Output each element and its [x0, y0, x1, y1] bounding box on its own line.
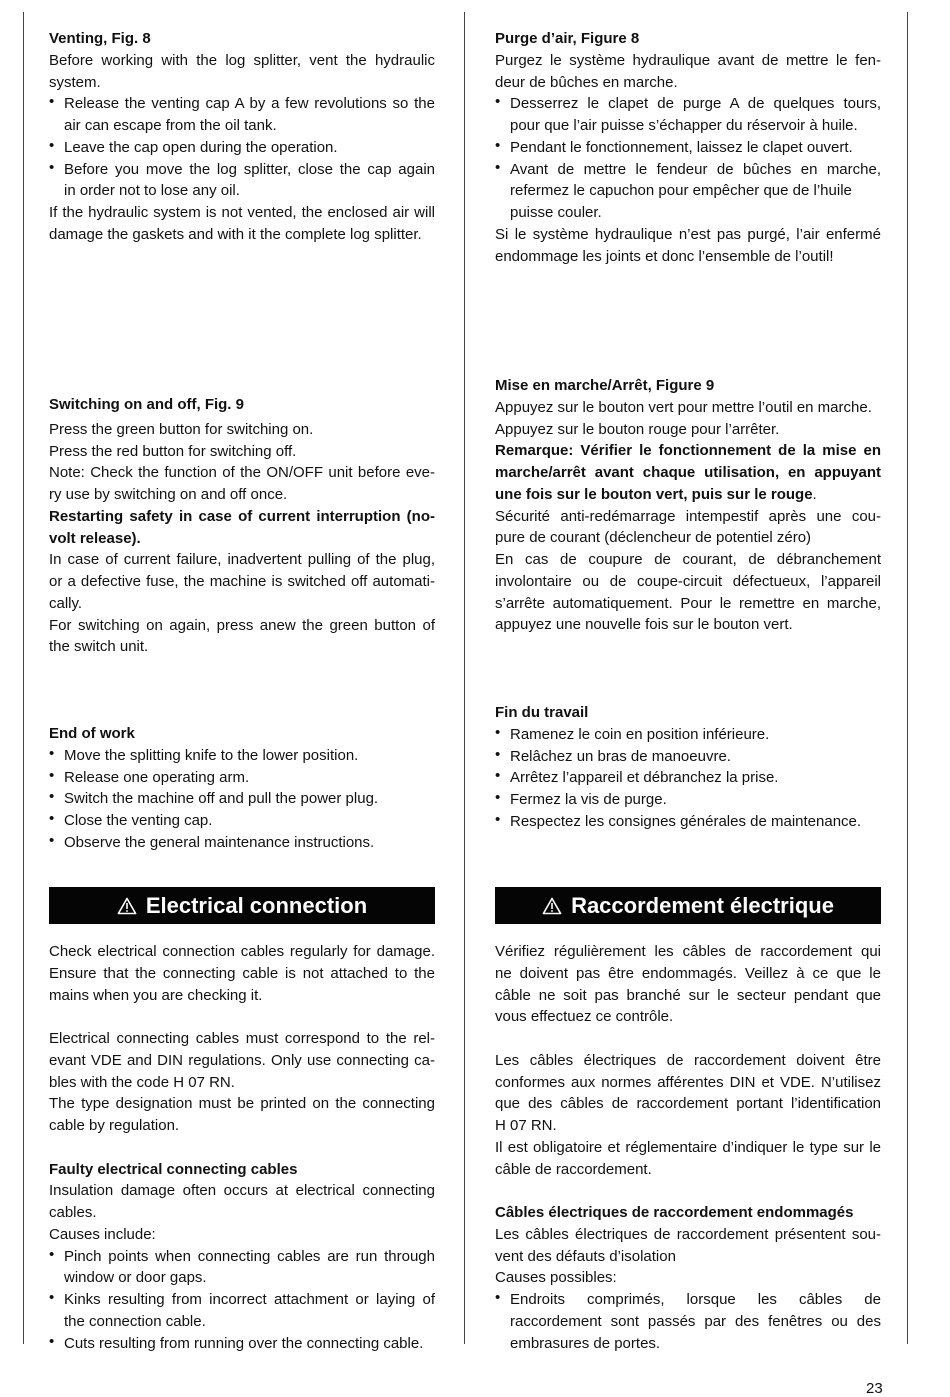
text-line: Vérifiez régulièrement les câbles de raccordement qui — [495, 943, 881, 960]
text-line: Leave the cap open during the operation. — [64, 138, 338, 156]
text-line: or a defective fuse, the machine is switched off automati- — [49, 573, 435, 590]
banner-title: Raccordement électrique — [571, 892, 834, 918]
text-line: For switching on again, press anew the green button of — [49, 616, 435, 634]
text-line: Press the green button for switching on. — [49, 420, 314, 438]
list-item — [49, 1333, 435, 1355]
end-of-work-section — [49, 723, 435, 854]
left-margin-rule — [23, 12, 24, 1344]
bullet-icon: • — [495, 136, 501, 154]
text-line: evant VDE and DIN regulations. Only use connecting ca- — [49, 1051, 435, 1069]
end-of-work-section — [495, 702, 881, 833]
text-line: Causes include: — [49, 1225, 156, 1243]
text-line: bles with the code H 07 RN. — [49, 1073, 235, 1091]
text-line: In case of current failure, inadvertent pulling of the plug, — [49, 551, 435, 569]
section-heading: Venting, Fig. 8 — [49, 30, 151, 47]
text-line: If the hydraulic system is not vented, the enclosed air will — [49, 204, 435, 221]
text-line: puisse couler. — [510, 204, 602, 221]
text-line: s’arrête automatiquement. Pour le remettre en marche, — [495, 594, 881, 612]
text-line: Cuts resulting from running over the connecting cable. — [64, 1334, 424, 1352]
page-number: 23 — [866, 1380, 883, 1397]
text-line: vent des défauts d’isolation — [495, 1247, 676, 1265]
text-line: H 07 RN. — [495, 1117, 557, 1134]
list-item — [49, 810, 435, 832]
text-line: Il est obligatoire et réglementaire d’indiquer le type sur le — [495, 1138, 881, 1156]
text-line: air can escape from the oil tank. — [64, 117, 277, 134]
list-item — [495, 746, 881, 768]
center-column-rule — [464, 12, 465, 1344]
bullet-icon: • — [49, 744, 55, 762]
bullet-icon: • — [49, 158, 55, 176]
blank-line — [49, 1137, 435, 1159]
text-line: Relâchez un bras de manoeuvre. — [510, 747, 731, 765]
blank-line — [495, 1180, 881, 1202]
bullet-icon: • — [49, 93, 55, 111]
text-line: Les câbles électriques de raccordement présentent sou- — [495, 1225, 881, 1243]
text-line: Release one operating arm. — [64, 768, 250, 786]
text-line: Switch the machine off and pull the power plug. — [64, 790, 379, 808]
list-item — [495, 767, 881, 789]
text-line: Fermez la vis de purge. — [510, 791, 667, 808]
bullet-icon: • — [49, 1245, 55, 1263]
text-line: the connection cable. — [64, 1312, 206, 1330]
subheading: Câbles électriques de raccordement endommagés — [495, 1204, 854, 1221]
list-item — [495, 789, 881, 811]
bullet-icon: • — [495, 93, 501, 111]
bullet-icon: • — [49, 788, 55, 806]
electrical-connection-text — [49, 941, 435, 1354]
text-line: Electrical connecting cables must correspond to the rel- — [49, 1030, 435, 1047]
text-line: Si le système hydraulique n’est pas purgé, l’air enfermé — [495, 225, 881, 243]
text-line: cables. — [49, 1204, 97, 1221]
text-line: Desserrez le clapet de purge A de quelques tours, — [510, 95, 881, 113]
subheading: Restarting safety in case of current interruption (no- — [49, 507, 435, 525]
bullet-icon: • — [49, 766, 55, 784]
bullet-icon: • — [495, 789, 501, 806]
text-line: Press the red button for switching off. — [49, 442, 297, 460]
section-heading: Fin du travail — [495, 704, 589, 721]
subheading: Faulty electrical connecting cables — [49, 1160, 298, 1178]
text-line: Pinch points when connecting cables are run through — [64, 1247, 435, 1265]
text-line: Avant de mettre le fendeur de bûches en marche, — [510, 160, 881, 178]
bullet-icon: • — [49, 1332, 55, 1350]
text-line: vous effectuez ce contrôle. — [495, 1008, 674, 1026]
text-line: Kinks resulting from incorrect attachment or laying of — [64, 1291, 435, 1308]
text-line: Release the venting cap A by a few revolutions so the — [64, 95, 435, 113]
text-line: pour que l’air puisse s’échapper du réservoir à huile. — [510, 117, 858, 134]
text-line: Pendant le fonctionnement, laissez le clapet ouvert. — [510, 138, 853, 156]
bullet-icon: • — [49, 136, 55, 154]
bullet-icon: • — [49, 810, 55, 827]
list-item — [495, 137, 881, 159]
right-margin-rule — [907, 12, 908, 1344]
text-line: Ensure that the connecting cable is not attached to the — [49, 964, 435, 982]
text-line: cable by regulation. — [49, 1117, 180, 1134]
text-line: Les câbles électriques de raccordement doivent être — [495, 1051, 881, 1069]
list-item — [49, 1246, 435, 1290]
text-line: que des câbles de raccordement portant l’identification — [495, 1095, 881, 1113]
electrical-connection-banner — [49, 887, 435, 924]
warning-triangle-icon — [117, 897, 137, 915]
remark-line: marche/arrêt avant chaque utilisation, en appuyant — [495, 464, 881, 481]
text-line: Appuyez sur le bouton vert pour mettre l’outil en marche. — [495, 398, 872, 416]
remark-line: Remarque: Vérifier le fonctionnement de la mise en — [495, 442, 881, 460]
bullet-icon: • — [495, 767, 501, 785]
list-item — [49, 159, 435, 203]
list-item — [495, 159, 881, 224]
text-line: Check electrical connection cables regularly for damage. — [49, 943, 435, 960]
section-heading: Mise en marche/Arrêt, Figure 9 — [495, 377, 715, 394]
list-item — [49, 93, 435, 137]
section-heading: Switching on and off, Fig. 9 — [49, 396, 244, 413]
switching-section — [495, 375, 881, 636]
list-item — [49, 788, 435, 810]
text-line: câble ne soit pas branché sur le secteur pendant que — [495, 986, 881, 1004]
text-line: Move the splitting knife to the lower position. — [64, 746, 359, 764]
bullet-icon: • — [495, 745, 501, 763]
text-line: cally. — [49, 594, 83, 612]
list-item — [49, 832, 435, 854]
list-item — [495, 93, 881, 137]
text-line: deur de bûches en marche. — [495, 73, 678, 91]
text-line: the switch unit. — [49, 638, 149, 656]
text-line: Appuyez sur le bouton rouge pour l’arrêter. — [495, 420, 780, 438]
text-line: conformes aux normes afférentes DIN et VDE. N’utilisez — [495, 1073, 881, 1091]
text-line: in order not to lose any oil. — [64, 182, 240, 200]
text-line: endommage les joints et donc l’ensemble de l’outil! — [495, 247, 834, 265]
section-heading: Purge d’air, Figure 8 — [495, 30, 640, 47]
warning-triangle-icon — [542, 897, 562, 915]
blank-line — [49, 1006, 435, 1028]
remark-period: . — [812, 485, 817, 503]
text-line: Sécurité anti-redémarrage intempestif après une cou- — [495, 507, 881, 525]
text-line: The type designation must be printed on the connecting — [49, 1095, 435, 1113]
text-line: Endroits comprimés, lorsque les câbles de — [510, 1291, 881, 1308]
bullet-icon: • — [495, 158, 501, 176]
text-line: Before working with the log splitter, vent the hydraulic — [49, 51, 435, 69]
remark-bold-text: une fois sur le bouton vert, puis sur le rouge — [495, 485, 813, 503]
text-line: Note: Check the function of the ON/OFF unit before eve- — [49, 464, 435, 482]
bullet-icon: • — [49, 1289, 55, 1306]
remark-line — [495, 484, 881, 506]
text-line: Insulation damage often occurs at electrical connecting — [49, 1182, 435, 1200]
text-line: refermez le capuchon pour empêcher que de l’huile — [510, 182, 852, 200]
bullet-icon: • — [495, 1289, 501, 1306]
text-line: involontaire ou de coupe-circuit défectueux, l’appareil — [495, 572, 881, 590]
bullet-icon: • — [495, 723, 501, 741]
bullet-icon: • — [495, 810, 501, 828]
text-line: appuyez une nouvelle fois sur le bouton vert. — [495, 616, 793, 634]
text-line: embrasures de portes. — [510, 1334, 661, 1352]
list-item — [495, 1289, 881, 1354]
text-line: Causes possibles: — [495, 1269, 617, 1287]
text-line: Respectez les consignes générales de maintenance. — [510, 812, 862, 830]
text-line: Close the venting cap. — [64, 812, 213, 829]
electrical-connection-banner — [495, 887, 881, 924]
text-line: pure de courant (déclencheur de potentiel zéro) — [495, 529, 812, 547]
list-item — [495, 724, 881, 746]
list-item — [49, 137, 435, 159]
text-line: ry use by switching on and off once. — [49, 486, 288, 503]
list-item — [49, 745, 435, 767]
text-line: Purgez le système hydraulique avant de mettre le fen- — [495, 51, 881, 69]
bullet-icon: • — [49, 831, 55, 849]
list-item — [495, 811, 881, 833]
text-line: window or door gaps. — [64, 1269, 207, 1287]
text-line: câble de raccordement. — [495, 1160, 652, 1178]
banner-title: Electrical connection — [145, 892, 368, 918]
text-line: Ramenez le coin en position inférieure. — [510, 725, 770, 743]
text-line: Before you move the log splitter, close the cap again — [64, 160, 435, 178]
electrical-connection-text — [495, 941, 881, 1354]
text-line: raccordement sont passés par des fenêtres ou des — [510, 1312, 881, 1330]
venting-section — [495, 28, 881, 267]
text-line: mains when you are checking it. — [49, 986, 263, 1004]
text-line: system. — [49, 73, 101, 91]
text-line: Observe the general maintenance instructions. — [64, 833, 375, 851]
section-heading: End of work — [49, 725, 135, 742]
list-item — [49, 767, 435, 789]
text-line: Arrêtez l’appareil et débranchez la prise. — [510, 769, 779, 787]
list-item — [49, 1289, 435, 1333]
text-line: ne doivent pas être endommagés. Veillez à ce que le — [495, 964, 881, 982]
subheading: volt release). — [49, 529, 141, 547]
text-line: damage the gaskets and with it the complete log splitter. — [49, 225, 422, 243]
switching-section — [49, 394, 435, 658]
text-line: En cas de coupure de courant, de débranchement — [495, 551, 881, 568]
venting-section — [49, 28, 435, 246]
blank-line — [495, 1028, 881, 1050]
